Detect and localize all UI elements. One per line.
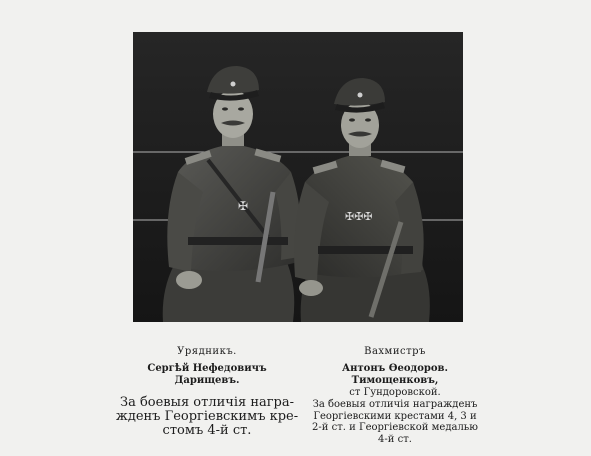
svg-text:✠✠✠: ✠✠✠: [345, 210, 373, 223]
left-rank: Урядникъ.: [177, 346, 237, 357]
right-name: Антонъ Өеодоров. Тимощенковъ,: [342, 363, 448, 386]
right-station: ст Гундоровской.: [349, 387, 441, 398]
left-caption: [102, 346, 312, 438]
right-award-line: Георгіевскими крестами 4, 3 и: [313, 410, 477, 422]
portrait-photograph: [133, 32, 463, 322]
right-caption: [300, 346, 490, 445]
left-name-first: Сергѣй Нефедовичъ: [147, 363, 267, 374]
left-award-line: стомъ 4-й ст.: [162, 423, 252, 438]
left-award-line: За боевыя отличія награ-: [119, 395, 295, 410]
right-award-line: За боевыя отличія награжденъ: [312, 399, 478, 410]
left-name-surname: Дарищевъ.: [174, 375, 240, 386]
right-rank: Вахмистръ: [364, 346, 426, 357]
right-award-line: 2-й ст. и Георгіевской медалью: [312, 422, 478, 433]
svg-text:✠: ✠: [238, 199, 249, 213]
right-award-line: 4-й ст.: [378, 433, 412, 445]
left-award-line: жденъ Георгіевскимъ кре-: [115, 409, 299, 424]
